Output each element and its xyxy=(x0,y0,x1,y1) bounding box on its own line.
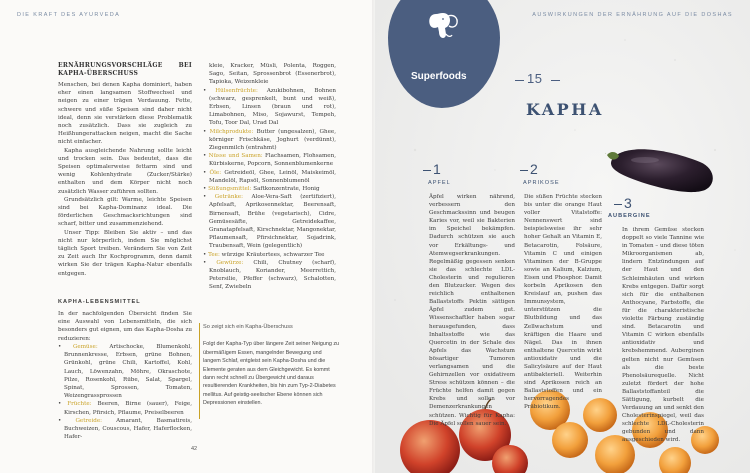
food-list-item: • Tee: würzige Kräutertees, schwarzer Tee xyxy=(203,251,325,258)
item-text-aubergine: In ihrem Gemüse stecken doppelt so viele Tannine wie in Tomaten – und diese töten Mikroorganismen ab, lindern Entzündungen auf der Haut und den Schleimhäuten und wirken Krebs entgegen. Dafür sorgt sich für die enthaltenen Anthocyane, Farbstoffe, die für die charakteristische violette Färbung zuständig sind. Betacarotin und Vitamin C wirken ebenfalls antioxidativ und krebshemmend. Auberginen gelten nicht nur Gemüsen als die beste Phenolsäurequelle. Nicht zuletzt fördert der hohe Ballaststoffanteil die Sättigung, kurbelt die Verdauung an und senkt den Cholesterinspiegel, weil das schlechte LDL-Cholesterin gebunden und dann ausgeschieden wird. xyxy=(622,227,704,444)
food-list-item: • Getränke: Aloe-Vera-Saft (zertifiziert), Apfelsaft, Aprikosennektar, Beerensaft, Birnensaft, Brühe (vegetarisch), Cidre, Gemüsesäfte, Getreidekaffee, Granatapfelsaft, Kirschnektar, Mangonektar, Pflaumensaft, Pfirsichnektar, Sojadrink, Traubensaft, Wein (gelegentlich) xyxy=(203,194,336,250)
aubergine-image xyxy=(605,140,725,200)
item-dash-2 xyxy=(520,170,528,171)
food-items: Chili, Chutney (scharf), Knoblauch, Koriander, Meerrettich, Petersilie, Pfeffer (schwarz), Schalotten, Senf, Zwiebeln xyxy=(209,259,337,291)
running-head-left: DIE KRAFT DES AYURVEDA xyxy=(17,12,121,18)
food-continuation: kleie, Kracker, Müsli, Polenta, Roggen, Sago, Seitan, Sprossenbrot (Essenerbrot), Tapioka, Weizenkleie xyxy=(209,63,336,86)
food-items: Aloe-Vera-Saft (zertifiziert), Apfelsaft, Aprikosennektar, Beerensaft, Birnensaft, Brühe (vegetarisch), Cidre, Gemüsesäfte, Getreidekaffee, Granatapfelsaft, Kirschnektar, Mangonektar, Pflaumensaft, Pfirsichnektar, Sojadrink, Traubensaft, Wein (gelegentlich) xyxy=(209,194,336,250)
item-label-aprikose: APRIKOSE xyxy=(523,180,560,186)
item-number-3: 3 xyxy=(624,195,632,211)
right-page xyxy=(375,0,750,473)
food-items: Flachsamen, Flohsamen, Kürbiskerne, Popcorn, Sonnenblumenkerne xyxy=(209,153,336,168)
food-items: Saftkonzentrate, Honig xyxy=(251,186,320,193)
info-box xyxy=(203,323,340,408)
info-box-rule xyxy=(199,323,200,419)
number-dash-right xyxy=(551,80,560,81)
number-dash-left xyxy=(515,80,524,81)
food-list-item: • Öle: Getreideöl, Ghee, Leinöl, Maiskeimöl, Mandelöl, Rapsöl, Sonnenblumenöl xyxy=(203,169,336,184)
left-column-1 xyxy=(58,62,192,441)
page-number: 42 xyxy=(191,446,198,452)
food-list-item: • Nüsse und Samen: Flachsamen, Flohsamen, Kürbiskerne, Popcorn, Sonnenblumenkerne xyxy=(203,153,336,168)
food-list-item: • Milchprodukte: Butter (ungesalzen), Ghee, körniger Frischkäse, Joghurt (verdünnt), Ziegenmilch (entrahmt) xyxy=(203,128,337,152)
food-category-label: Milchprodukte: xyxy=(209,128,254,135)
superfoods-label: Superfoods xyxy=(411,71,467,82)
subheading-lebensmittel: KAPHA-LEBENSMITTEL xyxy=(58,298,141,305)
item-dash-3 xyxy=(614,204,622,205)
food-category-label: Tee: xyxy=(208,251,220,258)
food-list-item: • Süßungsmittel: Saftkonzentrate, Honig xyxy=(203,186,320,193)
item-label-aubergine: AUBERGINE xyxy=(608,213,651,219)
food-list-item: • Getreide: Amarant, Basmatireis, Buchweizen, Couscous, Hafer, Haferflocken, Hafer- xyxy=(58,417,193,441)
item-number-1: 1 xyxy=(433,161,441,177)
item-text-apfel: Äpfel wirken nährend, verbessern den Geschmackssinn und beugen Karies vor, weil sie Bakterien im Speichel bekämpfen. Dadurch schützen sie auch vor Erkältungs- und Atemwegserkrankungen. Regelmäßig gegessen senken sie das schlechte LDL-Cholesterin und regulieren den Blutzucker. Wegen des reichlich enthaltenen Ballaststoffs Pektin sättigen Äpfel zudem gut. Wissenschaftler haben sogar herausgefunden, dass Inhaltsstoffe wie das Quercetin in der Schale des Apfels das Wachstum bösartiger Tumoren verlangsamen und die Gehirnzellen vor oxidativem Stress schützen können – die Früchte helfen damit gegen Krebs und sollen vor Demenzerkrankungen schützen. Wichtig für Kapha: Die Äpfel sollen sauer sein. xyxy=(429,194,515,427)
paragraph-1: Menschen, bei denen Kapha dominiert, haben eher einen langsamen Stoffwechsel und neigen zu einer trägen Verdauung. Fette, schwere und süße Speisen sind daher nicht ideal, denn sie verstärken diese Problematik noch zusätzlich. Dass sie zugleich zu Heißhungerattacken neigen, macht die Sache nicht einfacher. xyxy=(58,82,192,146)
info-box-title: So zeigt sich ein Kapha-Überschuss xyxy=(203,324,293,330)
food-category-label: Getränke: xyxy=(214,194,244,201)
food-items: Beeren, Birne (sauer), Feige, Kirschen, Pfirsich, Pflaume, Preiselbeeren xyxy=(64,401,192,416)
paragraph-2: Kapha ausgleichende Nahrung sollte leicht und trocken sein. Das bedeutet, dass die Speisen optimalerweise fettarm sind und wenig Kohlenhydrate (Zucker/Stärke) enthalten und dem Körper nicht noch zusätzlich Wasser zuführen sollten. xyxy=(58,147,192,195)
food-items: Artischocke, Blumenkohl, Brunnenkresse, Erbsen, grüne Bohnen, Grünkohl, grüne Chili, Kartoffel, Kohl, Lauch, Löwenzahn, Möhre, Okraschote, Pilze, Rosenkohl, Rübe, Salat, Spargel, Spinat, Sprossen, Tomaten, Weizengrassprossen xyxy=(64,343,192,400)
section-title: KAPHA xyxy=(526,100,604,119)
lebensmittel-intro: In der nachfolgenden Übersicht finden Sie eine Auswahl von Lebensmitteln, die sich besonders gut eignen, um das Kapha-Dosha zu reduzieren: xyxy=(58,311,192,342)
item-number-2: 2 xyxy=(530,161,538,177)
food-category-label: Nüsse und Samen: xyxy=(208,153,263,160)
section-number: 15 xyxy=(527,71,543,86)
info-box-text: Folgt der Kapha-Typ über längere Zeit seiner Neigung zu übermäßigem Essen, mangelnder Bewegung und langem Schlaf, entgleist sein Kapha-Dosha und die Elemente geraten aus dem Gleichgewicht. Es kommt dann recht schnell zu Übergewicht und daraus resultierenden Krankheiten, bis hin zum Typ-2-Diabetes mellitus. Auf geistig-seelischer Ebene können sich Depressionen einstellen. xyxy=(203,341,340,407)
food-items: Butter (ungesalzen), Ghee, körniger Frischkäse, Joghurt (verdünnt), Ziegenmilch (entrahmt) xyxy=(209,128,337,152)
food-list-item: • Gemüse: Artischocke, Blumenkohl, Brunnenkresse, Erbsen, grüne Bohnen, Grünkohl, grüne Chili, Kartoffel, Kohl, Lauch, Löwenzahn, Möhre, Okraschote, Pilze, Rosenkohl, Rübe, Salat, Spargel, Spinat, Sprossen, Tomaten, Weizengrassprossen xyxy=(58,343,192,400)
food-category-label: Gewürze: xyxy=(216,259,244,266)
food-items: Amarant, Basmatireis, Buchweizen, Couscous, Hafer, Haferflocken, Hafer- xyxy=(64,417,193,441)
food-category-label: Früchte: xyxy=(67,401,92,408)
elephant-icon xyxy=(426,10,460,40)
left-column-2 xyxy=(203,62,336,292)
food-list-item: • Früchte: Beeren, Birne (sauer), Feige, Kirschen, Pfirsich, Pflaume, Preiselbeeren xyxy=(58,401,192,416)
item-dash-1 xyxy=(423,170,431,171)
food-category-label: Hülsenfrüchte: xyxy=(215,87,258,94)
food-items: würzige Kräutertees, schwarzer Tee xyxy=(219,251,325,258)
paragraph-3: Grundsätzlich gilt: Warme, leichte Speisen sind bei Kapha-Dominanz ideal. Die förderlichen Geschmacksrichtungen sind scharf, bitter und zusammenziehend. xyxy=(58,196,192,228)
food-list-item: • Gewürze: Chili, Chutney (scharf), Knoblauch, Koriander, Meerrettich, Petersilie, Pfeffer (schwarz), Schalotten, Senf, Zwiebeln xyxy=(203,259,337,291)
food-category-label: Süßungsmittel: xyxy=(208,186,252,193)
food-list-item: • Hülsenfrüchte: Azukibohnen, Bohnen (schwarz, gesprenkelt, bunt und weiß), Erbsen, Linsen (braun und rot), Limabohnen, Miso, Sojawurst, Tempeh, Tofu, Toor Dal, Urad Dal xyxy=(203,87,336,127)
item-label-apfel: APFEL xyxy=(428,180,451,186)
section-heading: ERNÄHRUNGSVORSCHLÄGE BEI KAPHA-ÜBERSCHUSS xyxy=(58,62,192,77)
item-text-aprikose: Die süßen Früchte stecken bis unter die orange Haut voller Vitalstoffe: Nennenswert sind beispielsweise ihr sehr hoher Gehalt an Vitamin E, Betacarotin, Folsäure, Vitamin C und einigen Vitaminen der B-Gruppe sowie an Kalium, Kalzium, Eisen und Phosphor. Damit korbeln Aprikosen den Kreislauf an, pushen das Immunsystem, unterstützen die Blutbildung und das Zellwachstum und kräftigen die Haare und Nägel. Das in ihnen enthaltene Quercetin wirkt antioxidativ und die Salicylsäure auf der Haut antibakteriell. Weiterhin sind Aprikosen reich an Ballaststoffen und ein hervorragendes Präbiotikum. xyxy=(524,194,602,411)
running-head-right: AUSWIRKUNGEN DER ERNÄHRUNG AUF DIE DOSHAS xyxy=(532,12,733,18)
food-category-label: Getreide: xyxy=(75,417,103,424)
food-category-label: Öle: xyxy=(209,169,222,176)
food-category-label: Gemüse: xyxy=(72,343,98,350)
food-items: Azukibohnen, Bohnen (schwarz, gesprenkelt, bunt und weiß), Erbsen, Linsen (braun und rot), Limabohnen, Miso, Sojawurst, Tempeh, Tofu, Toor Dal, Urad Dal xyxy=(209,87,336,127)
paragraph-4: Unser Tipp: Bleiben Sie aktiv – und das nicht nur körperlich, indem Sie möglichst täglich Sport treiben. Verändern Sie von Zeit zu Zeit auch Ihr Kochprogramm, denn damit wirken Sie der trägen Kapha-Natur ebenfalls entgegen. xyxy=(58,229,192,277)
food-items: Getreideöl, Ghee, Leinöl, Maiskeimöl, Mandelöl, Rapsöl, Sonnenblumenöl xyxy=(209,169,336,184)
